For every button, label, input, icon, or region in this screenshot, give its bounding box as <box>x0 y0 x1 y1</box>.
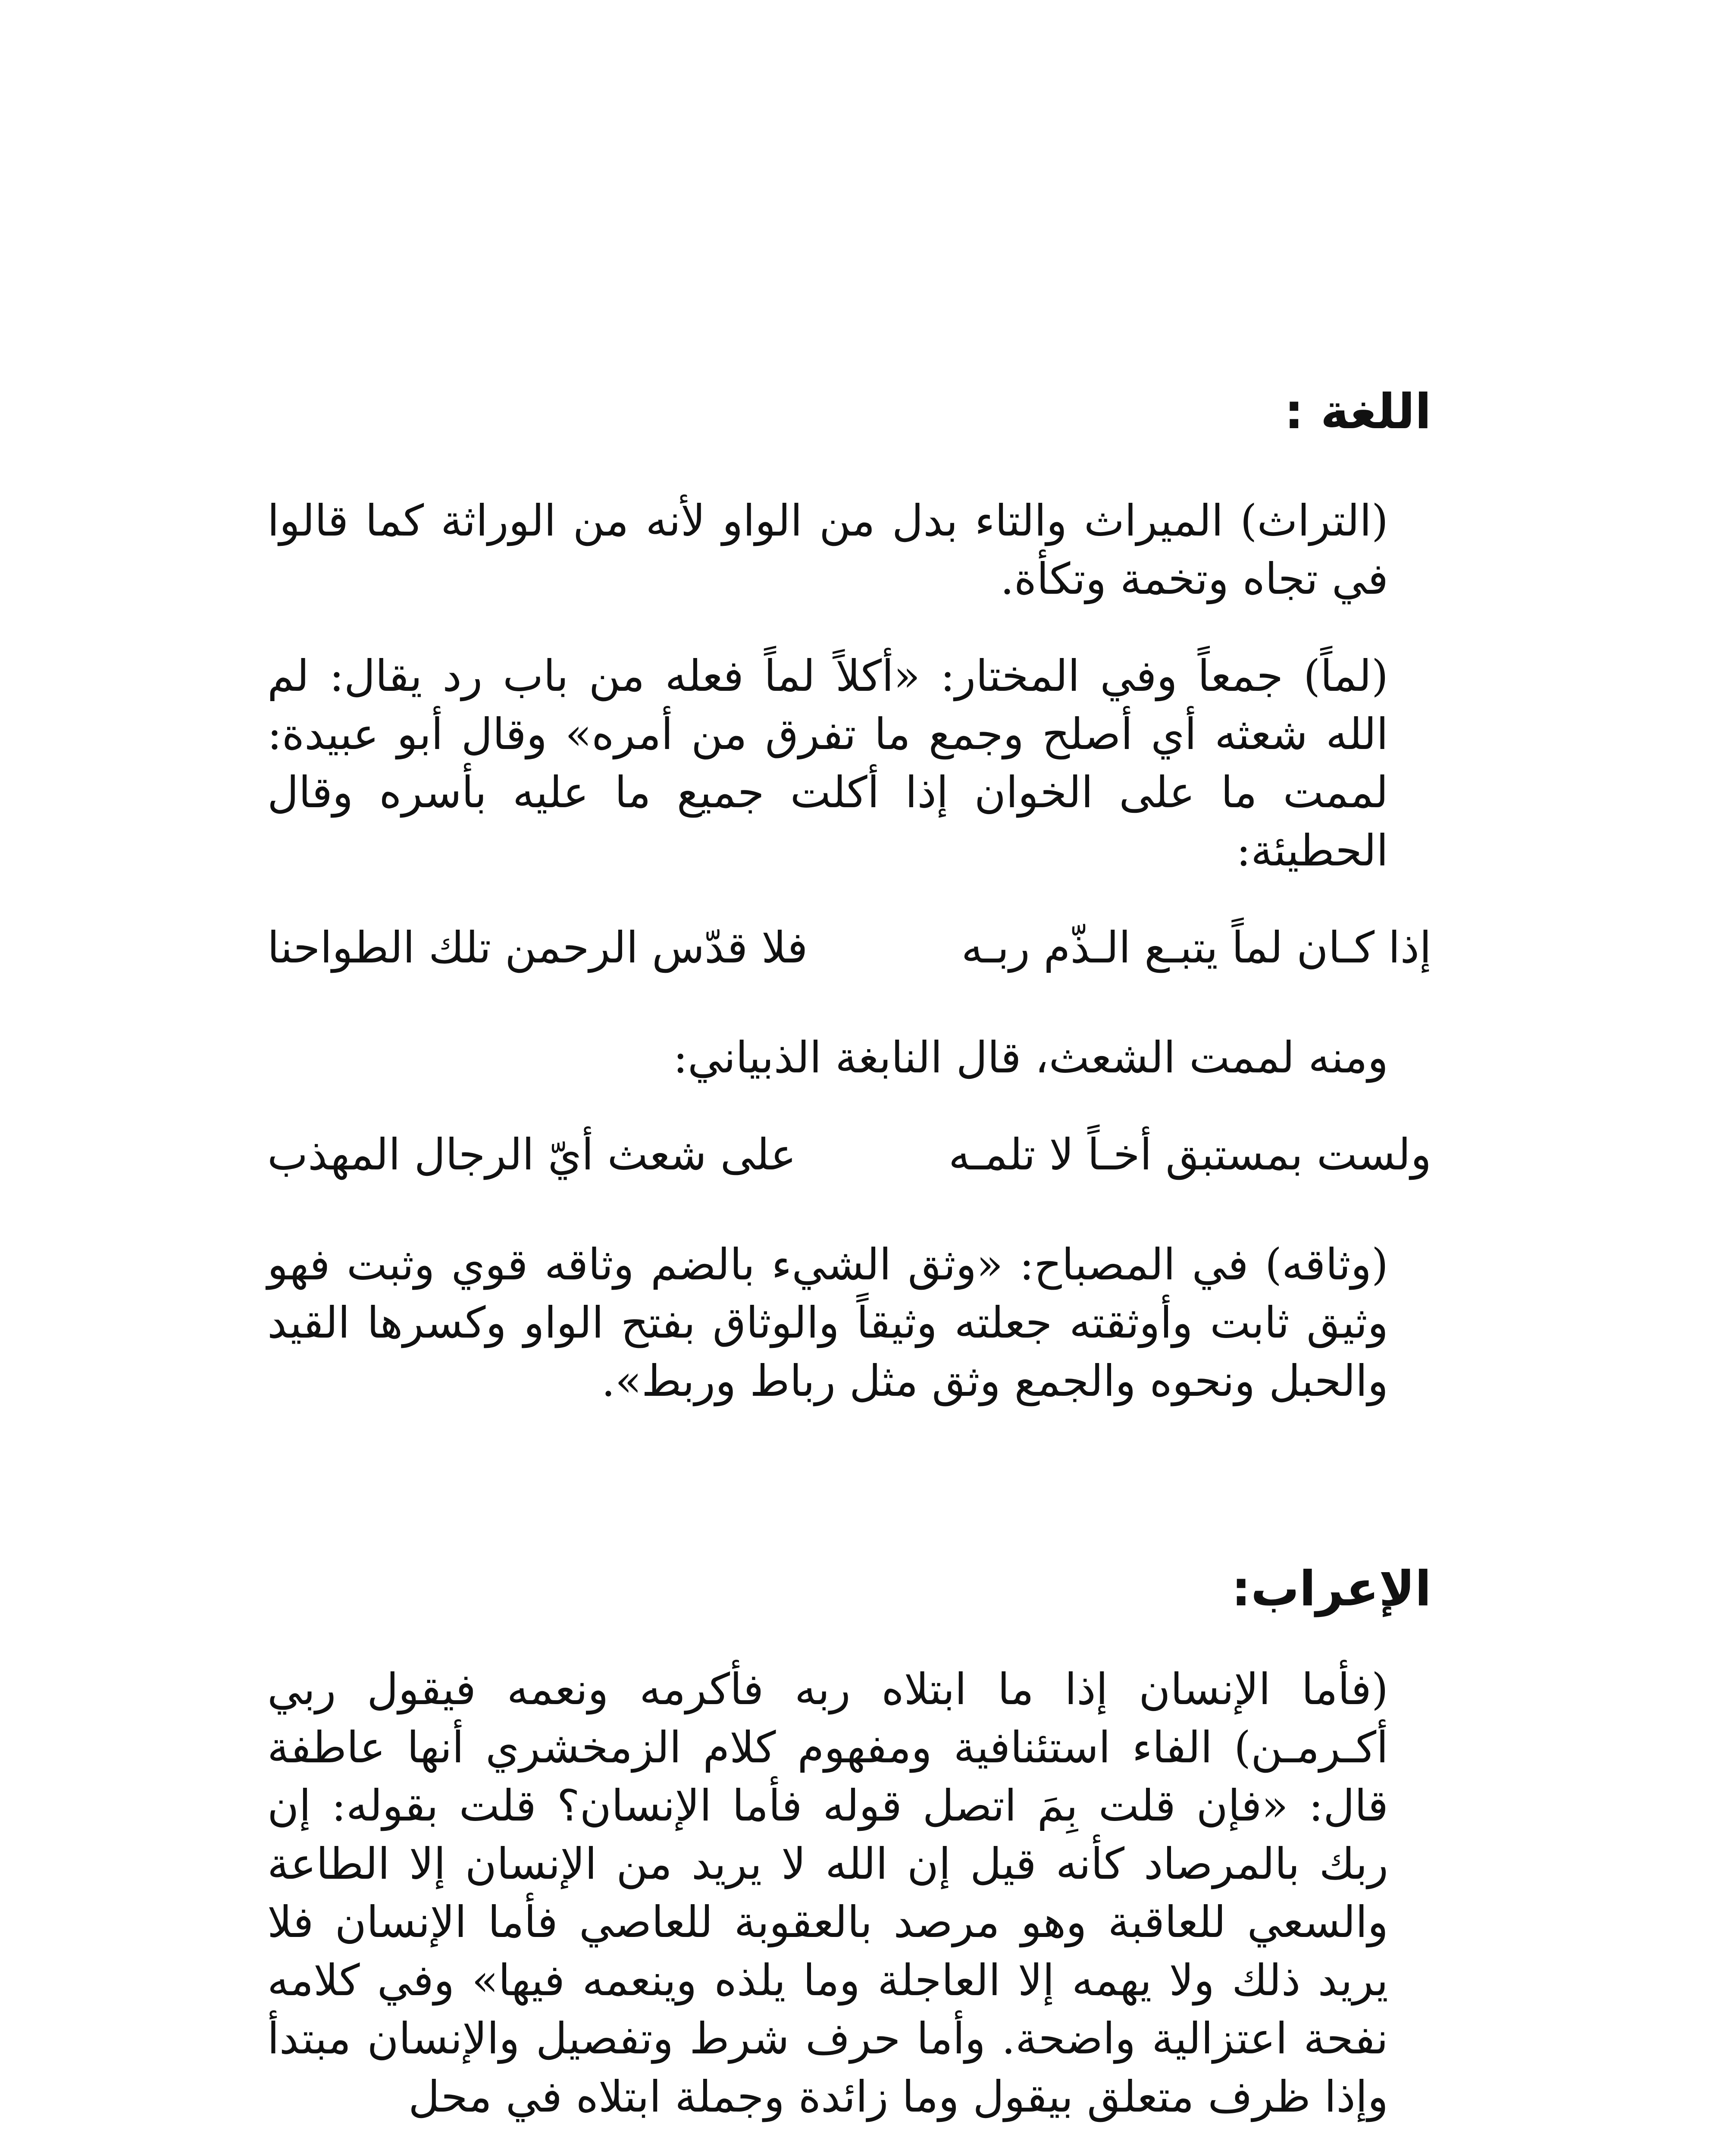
verse-second-hemistich: فلا قدّس الرحمن تلك الطواحنا <box>267 922 808 973</box>
verse-first-hemistich: إذا كـان لماً يتبـع الـذّم ربـه <box>961 922 1431 973</box>
paragraph-withaq: (وثاقه) في المصباح: «وثق الشيء بالضم وثاقه قوي وثبت فهو وثيق ثابت وأوثقته جعلته وثيقاً والوثاق بفتح الواو وكسرها القيد والحبل ونحوه والجمع وثق مثل رباط وربط». <box>267 1239 1388 1406</box>
grammar-heading: الإعراب: <box>1231 1561 1431 1617</box>
verse-hutayah <box>267 918 1431 977</box>
verse-first-hemistich: ولست بمستبق أخـاً لا تلمـه <box>949 1129 1431 1180</box>
paragraph-lamma: (لماً) جمعاً وفي المختار: «أكلاً لماً فعله من باب رد يقال: لم الله شعثه أي أصلح وجمع ما تفرق من أمره» وقال أبو عبيدة: لممت ما على الخوان إذا أكلت جميع ما عليه بأسره وقال الحطيئة: <box>267 651 1388 876</box>
paragraph-turath: (التراث) الميراث والتاء بدل من الواو لأنه من الوراثة كما قالوا في تجاه وتخمة وتكأة. <box>267 495 1388 604</box>
language-heading: اللغة : <box>1284 384 1431 440</box>
paragraph-irab: (فأما الإنسان إذا ما ابتلاه ربه فأكرمه ونعمه فيقول ربي أكـرمـن) الفاء استئنافية ومفهوم كلام الزمخشري أنها عاطفة قال: «فإن قلت بِمَ اتصل قوله فأما الإنسان؟ قلت بقوله: إن ربك بالمرصاد كأنه قيل إن الله لا يريد من الإنسان إلا الطاعة والسعي للعاقبة وهو مرصد بالعقوبة للعاصي فأما الإنسان فلا يريد ذلك ولا يهمه إلا العاجلة وما يلذه وينعمه فيها» وفي كلامه نفحة اعتزالية واضحة. وأما حرف شرط وتفصيل والإنسان مبتدأ وإذا ظرف متعلق بيقول وما زائدة وجملة ابتلاه في محل <box>267 1664 1388 2122</box>
verse-second-hemistich: على شعث أيّ الرجال المهذب <box>267 1129 796 1180</box>
page-body <box>267 379 1431 2156</box>
verse-nabigha <box>267 1125 1431 1184</box>
paragraph-nabigha-intro: ومنه لممت الشعث، قال النابغة الذبياني: <box>673 1032 1388 1083</box>
